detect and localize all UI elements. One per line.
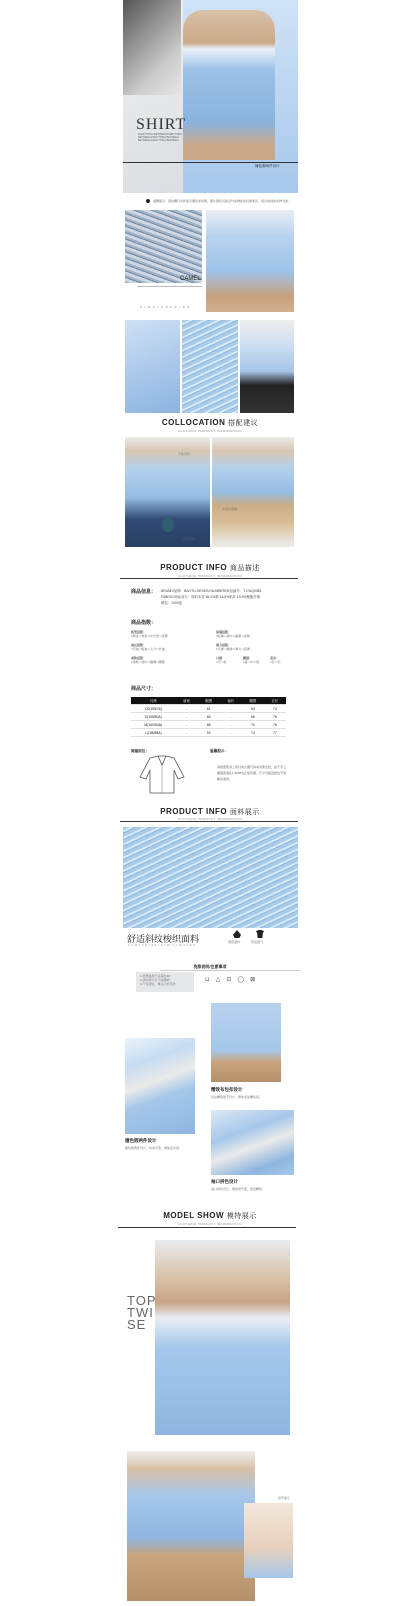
index-label: 商品指数： <box>131 620 157 626</box>
drape-icon-label: 垂感面料 <box>228 940 241 944</box>
collocation-photo-right <box>212 437 294 547</box>
collocation-tag-bag: 时尚包包 <box>183 537 196 541</box>
index-group-options: □无弹 □微弹 □弹力 □高弹 <box>216 647 250 651</box>
index-group-options: □高 □中 □低 <box>243 660 260 664</box>
dry-clean-icon: ◯ <box>237 977 251 983</box>
wash-icons <box>205 976 285 984</box>
index-group-label: 里布： <box>270 656 280 660</box>
index-group-options: □无 □有 <box>216 660 227 664</box>
detail-button-desc: 包扣精致细节设计，整体更显精致感。 <box>211 1095 263 1099</box>
index-group-options: □轻薄 □适中 □偏厚 □加厚 <box>216 634 250 638</box>
hero-divider <box>123 162 298 163</box>
collocation-tag-earring: 个性耳环 <box>178 452 191 456</box>
table-row: XS(155/76) - 81 - 63 74 <box>131 705 286 713</box>
low-iron-icon: ⊡ <box>226 977 238 983</box>
texture-collage-photo <box>182 320 238 413</box>
camel-divider <box>137 286 202 287</box>
table-row: S(155/80A) - 84 - 66 75 <box>131 713 286 721</box>
breathable-icon-label: 舒适透气 <box>251 940 264 944</box>
measure-label: 测量部位： <box>131 749 149 753</box>
model-show-subtitle: CLOTHING PRODUCT INFORMATION <box>178 1222 242 1226</box>
index-group-label: 柔软指数： <box>131 656 147 660</box>
collocation-title: COLLOCATION 搭配建议 <box>161 418 259 427</box>
hero-caption: EVERYTHING BETWEEN EVERYTHING BETWEEN EVERYTHING BETWEEN BETWEEN EVERYTHING BETWEEN <box>138 133 183 142</box>
wash-title: 洗涤说明/注意事项 <box>193 964 227 969</box>
collocation-subtitle: CLOTHING PRODUCT INFORMATION <box>178 429 242 433</box>
info-label: 商品信息： <box>131 589 157 595</box>
product-info-title: PRODUCT INFO 商品描述 <box>160 563 260 572</box>
fabric-name: 舒适斜纹梭织面料 <box>127 934 200 944</box>
detail-collar-desc: 撞色假两件设计，时尚有型，增加层次感。 <box>125 1146 183 1150</box>
fabric-name-sub: C O M F O R T A B L E T W I L L W O V E N <box>128 944 196 947</box>
index-group-label: 腰围： <box>243 656 253 660</box>
hand-wash-icon: ⊔ <box>205 977 216 983</box>
hero-title: SHIRT <box>136 116 187 133</box>
collocation-tag-skirt: 卡其半身裙 <box>222 507 238 511</box>
size-table-header: 尺码 肩宽 胸围 袖长 腰围 衣长 <box>131 697 286 705</box>
drape-icon <box>233 930 241 938</box>
index-group-options: □有 □无 <box>270 660 281 664</box>
product-info-subtitle: CLOTHING PRODUCT INFORMATION <box>178 574 242 578</box>
side-ruffle-photo <box>125 320 180 413</box>
model-show-divider <box>118 1227 296 1228</box>
breathable-icon <box>256 930 264 938</box>
model-full-photo <box>127 1451 255 1601</box>
fabric-photo <box>123 827 298 928</box>
skirt-outfit-photo <box>240 320 294 413</box>
info-lines: BRAND/品牌：BAOTU DESIGN NUMBER/商品编号：T17AQ0383 FABRIC/商品成分：面料本衬 65.3%棉 18.5%粘纤 15.9%聚酯纤维 颜色：1000蓝 <box>161 589 262 605</box>
model-detail-tag: 细节展示 <box>278 1496 291 1500</box>
model-overlay-text: TOP TWI SE <box>127 1293 157 1332</box>
interior-photo <box>125 210 202 283</box>
camel-tagline: S I M P L E D E S I G N <box>140 306 191 309</box>
detail-cuff-title: 袖口拼色设计 <box>211 1179 238 1184</box>
camel-label: CAMEL <box>180 276 201 282</box>
no-bleach-icon: △ <box>215 977 227 983</box>
fabric-title: PRODUCT INFO 面料展示 <box>160 807 260 816</box>
size-label: 商品尺寸： <box>131 686 157 692</box>
collocation-bag-icon <box>162 518 174 532</box>
model-closeup-photo <box>155 1240 290 1435</box>
index-group-label: 厚薄指数： <box>216 630 232 634</box>
no-tumble-icon: ⊠ <box>250 977 262 983</box>
detail-cuff-desc: 袖口拼色设计，增加细节感，更显精致。 <box>211 1187 266 1191</box>
tips-text: 请按照您身上所以的衣服尺码来对照比较，由于手工测量误差在1-3CM为正常范围，尺寸可能因批次不同略有差异。 <box>217 765 287 781</box>
detail-collar-title: 撞色假两件设计 <box>125 1138 157 1143</box>
model-show-title: MODEL SHOW 模特展示 <box>163 1211 257 1220</box>
shirt-diagram-icon <box>136 755 188 795</box>
model-necklace-photo <box>244 1503 293 1578</box>
index-group-label: 袖长指数： <box>131 643 147 647</box>
detail-collar-photo <box>125 1038 195 1134</box>
index-group-options: □无袖 □短袖 □七分 □长袖 <box>131 647 165 651</box>
table-row: L(165/88A) - 92 - 74 77 <box>131 729 286 737</box>
note-text: 温馨提示：因拍摄灯光和显示器色差问题，图片颜色可能会与实物存在轻微差异，请以收到的实物为准。 <box>153 199 292 203</box>
hero-section <box>123 0 298 193</box>
size-table <box>131 697 286 737</box>
index-group-label: 弹力指数： <box>216 643 232 647</box>
model-shirt-photo <box>206 210 294 312</box>
index-group-options: □柔软 □适中 □偏硬 □硬挺 <box>131 660 165 664</box>
wash-box: 1.洗涤温度不宜超过40° 2.请勿用力拧干或暴晒 3.不可漂白，建议冷水手洗 <box>136 972 194 992</box>
tips-label: 温馨提示： <box>210 749 228 753</box>
index-group-label: 版型指数： <box>131 630 147 634</box>
detail-button-title: 精致布包扣设计 <box>211 1087 243 1092</box>
fabric-divider <box>120 821 298 822</box>
fabric-subtitle: CLOTHING PRODUCT INFORMATION <box>178 817 242 821</box>
note-bullet <box>146 199 150 203</box>
detail-cuff-photo <box>211 1110 294 1175</box>
wash-divider <box>160 970 300 971</box>
index-group-options: □修身 □宽松 □中长款 □直筒 <box>131 634 168 638</box>
table-row: M(160/84A) - 88 - 70 76 <box>131 721 286 729</box>
index-group-label: 口感： <box>216 656 226 660</box>
product-info-divider <box>120 578 298 579</box>
hero-tag: 撞色假两件设计 <box>255 164 280 168</box>
hero-plant-photo <box>123 0 181 95</box>
detail-button-photo <box>211 1003 281 1082</box>
